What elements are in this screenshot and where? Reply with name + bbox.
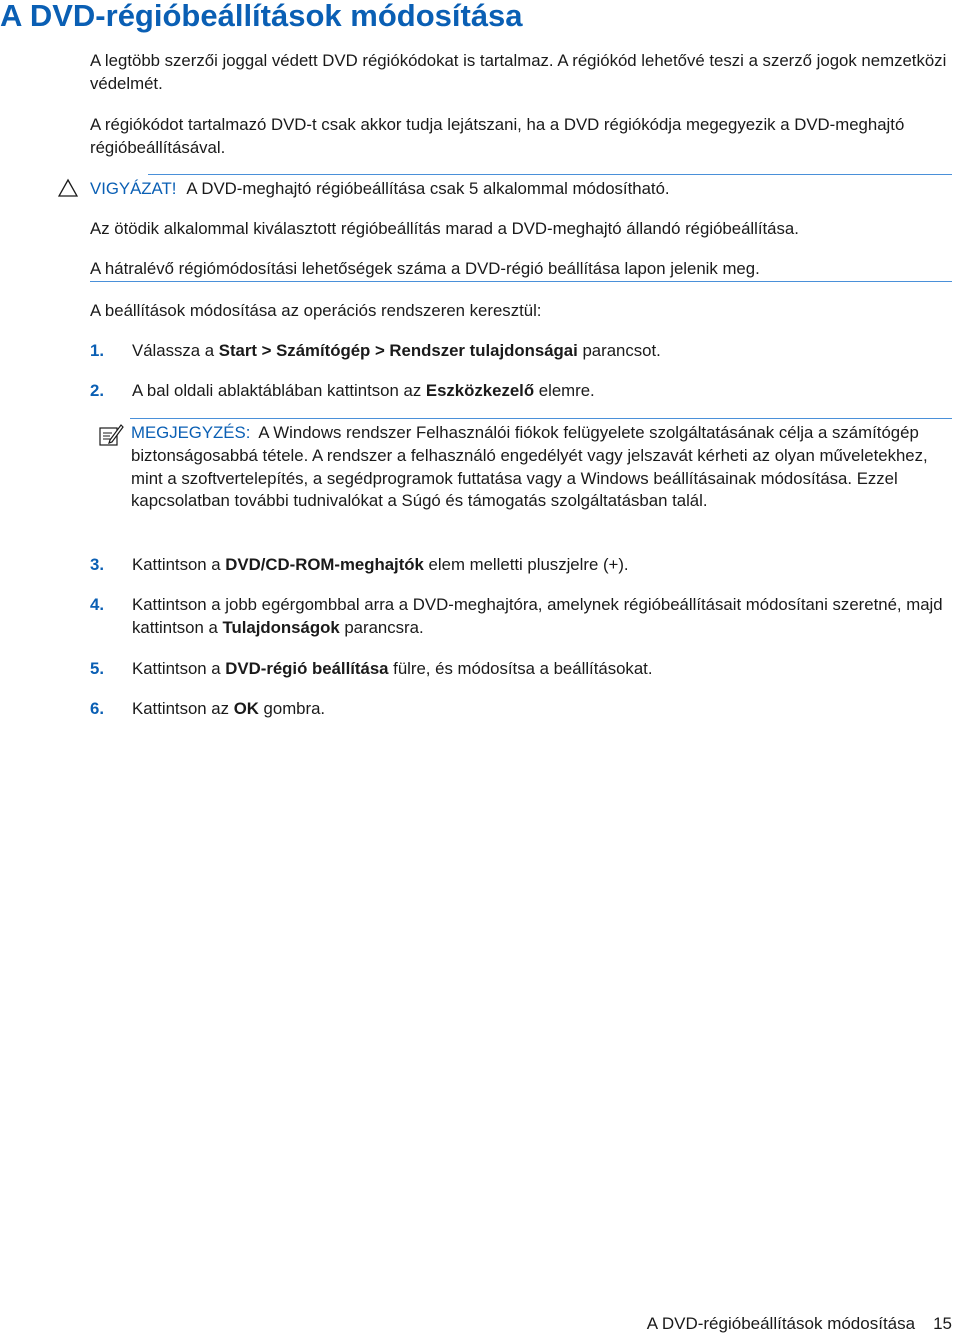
step-text-end: fülre, és módosítsa a beállításokat. bbox=[388, 659, 653, 678]
step-text-end: elem melletti pluszjelre (+). bbox=[423, 555, 629, 574]
note-block bbox=[98, 418, 952, 513]
step-text: Kattintson az bbox=[132, 699, 234, 718]
step-text: Kattintson a jobb egérgombbal arra a DVD-meghajtóra, amelynek régióbeállításait módosítani szeretné, majd kattintson a bbox=[132, 595, 943, 637]
steps-intro: A beállítások módosítása az operációs rendszeren keresztül: bbox=[90, 301, 542, 320]
note-label: MEGJEGYZÉS: bbox=[131, 423, 251, 442]
step-1 bbox=[90, 340, 952, 363]
step-3 bbox=[90, 554, 952, 577]
caution-text bbox=[90, 178, 670, 201]
step-number: 3. bbox=[90, 555, 104, 574]
note-text bbox=[131, 418, 952, 513]
caution-line-2: Az ötödik alkalommal kiválasztott régióbeállítás marad a DVD-meghajtó állandó régióbeállítása. bbox=[90, 219, 799, 238]
step-ui-term: Eszközkezelő bbox=[425, 381, 535, 400]
caution-message: A DVD-meghajtó régióbeállítása csak 5 alkalommal módosítható. bbox=[186, 179, 670, 198]
step-6 bbox=[90, 698, 952, 721]
step-number: 4. bbox=[90, 595, 104, 614]
note-rule bbox=[130, 418, 952, 419]
step-text: A bal oldali ablaktáblában kattintson az bbox=[132, 381, 426, 400]
step-number: 6. bbox=[90, 699, 104, 718]
note-pencil-icon bbox=[98, 422, 124, 448]
step-text: Kattintson a bbox=[132, 659, 226, 678]
step-text: Kattintson a bbox=[132, 555, 226, 574]
caution-end-rule bbox=[90, 281, 952, 282]
intro-paragraph-2: A régiókódot tartalmazó DVD-t csak akkor tudja lejátszani, ha a DVD régiókódja megegyezik a DVD-meghajtó régióbeállításával. bbox=[90, 115, 905, 157]
page-footer bbox=[647, 1314, 952, 1334]
step-number: 1. bbox=[90, 341, 104, 360]
page-number: 15 bbox=[933, 1314, 952, 1333]
step-ui-term: DVD-régió beállítása bbox=[225, 659, 389, 678]
page-title: A DVD-régióbeállítások módosítása bbox=[0, 0, 523, 33]
step-ui-term: Tulajdonságok bbox=[222, 617, 340, 637]
caution-rule bbox=[148, 174, 952, 175]
note-message: A Windows rendszer Felhasználói fiókok felügyelete szolgáltatásának célja a számítógép biztonságosabbá tétele. A rendszer a felhasználó engedélyét vagy jelszavát kérheti az olyan műveletekhez, mint a szoftvertelepítés, a segédprogramok futtatása vagy a Windows beállításainak módosítása. Ezzel kapcsolatban további tudnivalókat a Súgó és támogatás szolgáltatásban talál. bbox=[131, 423, 928, 511]
caution-label: VIGYÁZAT! bbox=[90, 179, 177, 198]
step-ui-term: Start > Számítógép > Rendszer tulajdonságai bbox=[218, 341, 578, 360]
footer-section-title: A DVD-régióbeállítások módosítása bbox=[646, 1314, 916, 1333]
intro-paragraph-1: A legtöbb szerzői joggal védett DVD régiókódokat is tartalmaz. A régiókód lehetővé teszi a szerző jogok nemzetközi védelmét. bbox=[90, 51, 947, 93]
step-number: 5. bbox=[90, 659, 104, 678]
step-text-end: parancsot. bbox=[577, 341, 661, 360]
step-number: 2. bbox=[90, 381, 104, 400]
step-5 bbox=[90, 658, 952, 681]
step-text-end: gombra. bbox=[258, 699, 326, 718]
warning-triangle-icon bbox=[58, 178, 78, 198]
step-text: Válassza a bbox=[132, 341, 219, 360]
step-4 bbox=[90, 594, 952, 640]
caution-line-3: A hátralévő régiómódosítási lehetőségek száma a DVD-régió beállítása lapon jelenik meg. bbox=[90, 259, 760, 278]
step-ui-term: DVD/CD-ROM-meghajtók bbox=[225, 555, 424, 574]
step-text-end: elemre. bbox=[534, 381, 595, 400]
step-2 bbox=[90, 380, 952, 403]
caution-block bbox=[58, 174, 952, 204]
step-text-end: parancsra. bbox=[339, 617, 424, 637]
step-ui-term: OK bbox=[233, 699, 259, 718]
